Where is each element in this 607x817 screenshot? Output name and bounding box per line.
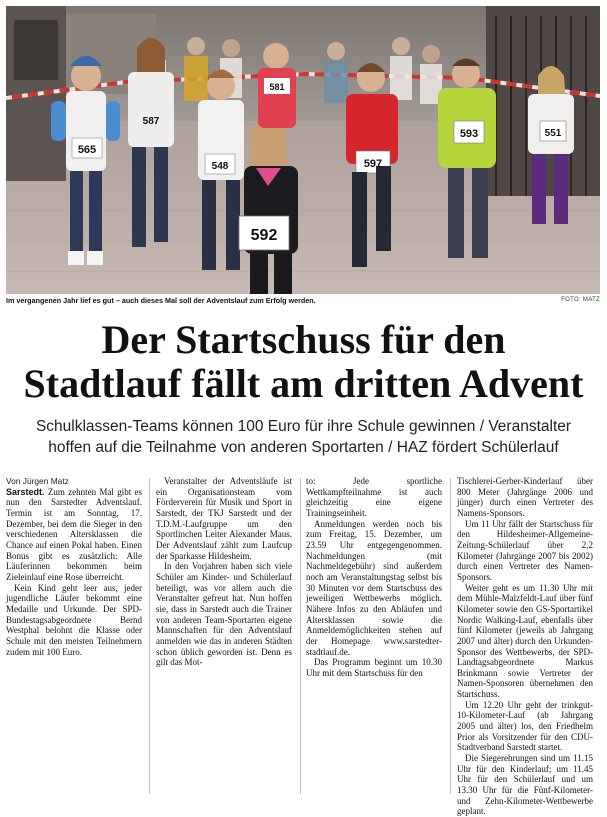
column-3-paragraph-1: to: Jede sportliche Wettkampfteilnahme ist auch gleichzeitig eine eigene Trainingseinheit. (306, 476, 442, 518)
article-photo (6, 6, 600, 294)
column-divider-1 (149, 478, 150, 794)
bib-548: 548 (211, 161, 229, 172)
bib-581: 581 (269, 82, 285, 92)
subheadline-line-1: Schulklassen-Teams können 100 Euro für ihre Schule gewinnen / Veranstalter (35, 418, 572, 435)
column-4-paragraph-2: Um 11 Uhr fällt der Startschuss für den Hildesheimer-Allgemeine-Zeitung-Schülerlauf über 2,2 Kilometer (Jahrgänge 2007 bis 2002) durch einen Vertreter des Namen-Sponsors. (457, 518, 593, 582)
column-1-paragraph-2: Kein Kind geht leer aus, jeder jugendliche Läufer bekommt eine Medaille und Urkunde. Der SPD-Bundestagsabgeordnete Bernd Westphal belohnt die Klasse oder Schule mit den meisten Teilnehmern zudem mit 100 Euro. (6, 582, 142, 657)
runners-photo-illustration (6, 6, 600, 294)
article-column-1 (6, 476, 142, 657)
column-3-paragraph-2: Anmeldungen werden noch bis zum Freitag, 15. Dezember, um 23.59 Uhr entgegengenommen. Nachmeldungen (mit Nachmeldegebühr) sind außerdem noch am Veranstaltungstag selbst bis 30 Minuten vor dem Startschuss des jeweiligen Wettbewerbs möglich. Nähere Infos zu den Abläufen und Altersklassen sowie die Anmeldemöglichkeiten stehen auf der Homepage www.sarstedter-stadtlauf.de. (306, 518, 442, 657)
bib-597: 597 (363, 158, 383, 170)
article-column-4 (457, 476, 593, 817)
author-byline: Von Jürgen Matz (6, 476, 69, 486)
headline (0, 318, 607, 406)
column-2-paragraph-1: Veranstalter der Adventsläufe ist ein Organisationsteam vom Förderverein für Musik und Sport in Sarstedt, der TKJ Sarstedt und der T.D.M.-Laufgruppe um den Sportlinchen Leiter Alexander Maus. Der Adventslauf zählt zum Laufcup der Sparkasse Hildesheim. (156, 476, 292, 561)
subheadline (0, 416, 607, 458)
photo-caption-row (6, 296, 600, 310)
column-1-paragraph-1-text: Zum zehnten Mal gibt es nun den Sarstedter Adventslauf. Termin ist am Sonntag, 17. Dezember, bei dem die Sieger in den verschiedenen Altersklassen die Chance auf einen Pokal haben. Einen Bonus gibt es zusätzlich: Alle Läuferinnen bekommen beim Zieleinlauf eine Rose überreicht. (6, 486, 143, 582)
subheadline-line-2: hoffen auf die Teilnahme von anderen Sportarten / HAZ fördert Schülerlauf (48, 439, 559, 456)
bib-551: 551 (544, 128, 562, 139)
article-column-3 (306, 476, 442, 678)
headline-line-1: Der Startschuss für den (101, 317, 506, 362)
bib-587: 587 (142, 116, 160, 127)
bib-565: 565 (77, 144, 97, 156)
dateline-place: Sarstedt. (6, 486, 45, 497)
column-divider-2 (300, 478, 301, 794)
article-column-2 (156, 476, 292, 668)
column-2-paragraph-2: In den Vorjahren haben sich viele Schüler am Kinder- und Schülerlauf beteiligt, was vor allem auch die Veranstalter gefreut hat. Nun hoffen sie, dass in Sarstedt auch die Trainer von anderen Team-Sportarten eigene Mannschaften für den Adventslauf anmelden wie das in anderen Städten schon üblich geworden ist. Denn es gilt das Mot- (156, 561, 292, 668)
column-4-paragraph-5: Die Siegerehrungen sind um 11.15 Uhr für den Kinderlauf; um 11.45 Uhr für den Schülerlauf und um 13.30 Uhr für die Fünf-Kilometer- und Zehn-Kilometer-Wettbewerbe geplant. (457, 753, 593, 817)
photo-caption: Im vergangenen Jahr lief es gut – auch dieses Mal soll der Adventslauf zum Erfolg werden. (6, 296, 316, 305)
column-4-paragraph-4: Um 12.20 Uhr geht der trinkgut-10-Kilometer-Lauf (ab Jahrgang 2005 und älter) los, den Friedhelm Prior als Vorsitzender für den CDU-Stadtverband Sarstedt startet. (457, 699, 593, 753)
column-1-paragraph-1 (6, 487, 142, 583)
column-4-paragraph-1: Tischlerei-Gerber-Kinderlauf über 800 Meter (Jahrgänge 2006 und jünger) durch einen Vertreter des Namens-Sponsors. (457, 476, 593, 518)
column-divider-3 (450, 478, 451, 794)
column-3-paragraph-3: Das Programm beginnt um 10.30 Uhr mit dem Startschuss für den (306, 657, 442, 678)
headline-line-2: Stadtlauf fällt am dritten Advent (23, 361, 584, 406)
bib-592: 592 (250, 227, 278, 244)
bib-593: 593 (459, 128, 479, 140)
column-4-paragraph-3: Weiter geht es um 11.30 Uhr mit dem Mühle-Malzfeldt-Lauf über fünf Kilometer sowie den GS-Sportartikel Nordic Walking-Lauf, ebenfalls über fünf Kilometer (jeweils ab Jahrgang 2007 und älter) durch den Urkunden-Sponsor des Wettbewerbs, der SPD-Landtagsabgeordnete Markus Brinkmann sowie Vertreter der Namen-Sponsoren übernehmen den Startschuss. (457, 582, 593, 700)
photo-credit: FOTO: MATZ (561, 297, 600, 303)
